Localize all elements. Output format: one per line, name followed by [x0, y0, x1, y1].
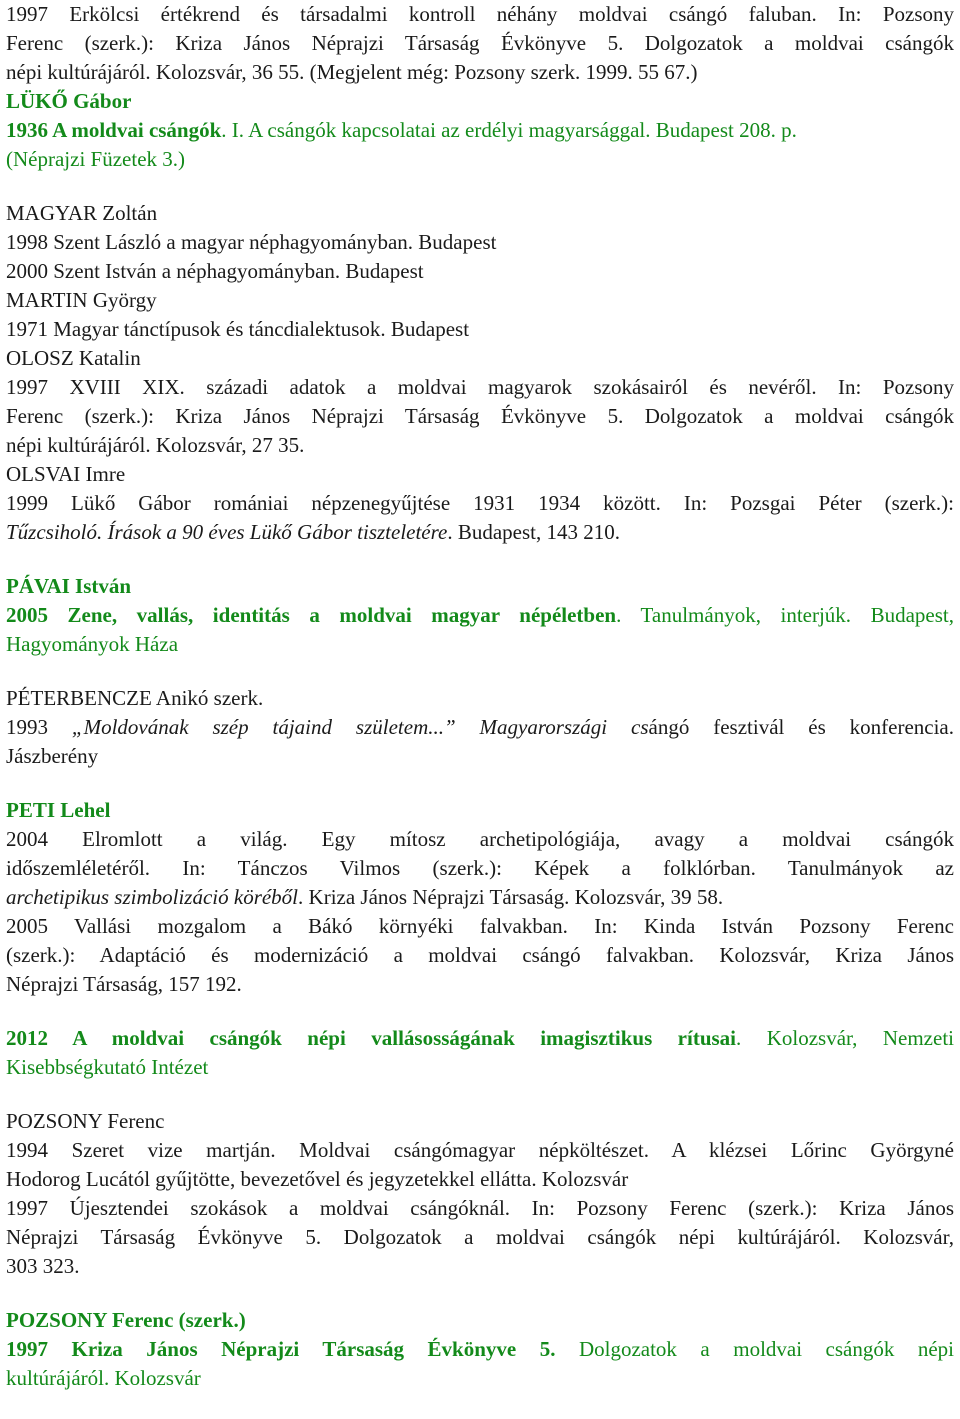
entry-line: 2005 Vallási mozgalom a Bákó környéki falvakban. In: Kinda István Pozsony Ferenc	[6, 914, 954, 938]
entry-title: 1997 Kriza János Néprajzi Társaság Évkönyve 5.	[6, 1337, 556, 1361]
entry-line: 1997 Erkölcsi értékrend és társadalmi kontroll néhány moldvai csángó faluban. In: Pozsony	[6, 2, 954, 26]
entry-line: népi kultúrájáról. Kolozsvár, 27 35.	[6, 433, 305, 457]
author-name: MAGYAR Zoltán	[6, 201, 158, 225]
entry-line: 1997 Újesztendei szokások a moldvai csángóknál. In: Pozsony Ferenc (szerk.): Kriza János	[6, 1196, 954, 1220]
entry-line: (szerk.): Adaptáció és modernizáció a moldvai csángó falvakban. Kolozsvár, Kriza János	[6, 943, 954, 967]
entry-line: (Néprajzi Füzetek 3.)	[6, 147, 186, 171]
entry-line	[6, 1335, 954, 1364]
entry-line: 1971 Magyar tánctípusok és táncdialektusok. Budapest	[6, 317, 470, 341]
author-name: OLSVAI Imre	[6, 462, 126, 486]
entry-title: Tűzcsiholó. Írások a 90 éves Lükő Gábor tiszteletére	[6, 520, 448, 544]
author-name: PÉTERBENCZE Anikó szerk.	[6, 686, 264, 710]
entry-line: Néprajzi Társaság Évkönyve 5. Dolgozatok a moldvai csángók népi kultúrájáról. Kolozsvár,	[6, 1225, 954, 1249]
entry-line: Kisebbségkutató Intézet	[6, 1055, 209, 1079]
entry-line	[6, 1024, 954, 1053]
entry-details: . I. A csángók kapcsolatai az erdélyi magyarsággal. Budapest 208. p.	[221, 118, 797, 142]
entry-line: 1997 XVIII XIX. századi adatok a moldvai magyarok szokásairól és nevéről. In: Pozsony	[6, 375, 954, 399]
entry-details: Dolgozatok a moldvai csángók népi	[555, 1337, 955, 1361]
entry-details: . Tanulmányok, interjúk. Budapest,	[616, 603, 955, 627]
entry-year: 1993	[6, 715, 72, 739]
entry-details: ángó fesztivál és konferencia.	[648, 715, 955, 739]
entry-line: 2000 Szent István a néphagyományban. Budapest	[6, 259, 424, 283]
entry-line: 1998 Szent László a magyar néphagyományban. Budapest	[6, 230, 497, 254]
entry-line: 1994 Szeret vize martján. Moldvai csángómagyar népköltészet. A klézsei Lőrinc Györgyné	[6, 1138, 954, 1162]
entry-line	[6, 116, 954, 145]
author-name: PÁVAI István	[6, 574, 132, 598]
entry-line: Jászberény	[6, 744, 99, 768]
entry-line: Ferenc (szerk.): Kriza János Néprajzi Társaság Évkönyve 5. Dolgozatok a moldvai csángók	[6, 404, 954, 428]
entry-line: Hodorog Lucától gyűjtötte, bevezetővel és jegyzetekkel ellátta. Kolozsvár	[6, 1167, 629, 1191]
entry-title: 2005 Zene, vallás, identitás a moldvai magyar népéletben	[6, 603, 617, 627]
entry-title: 1936 A moldvai csángók	[6, 118, 222, 142]
entry-line	[6, 713, 954, 742]
author-name: PETI Lehel	[6, 798, 111, 822]
entry-line: kultúrájáról. Kolozsvár	[6, 1366, 201, 1390]
entry-line: 2004 Elromlott a világ. Egy mítosz archetipológiája, avagy a moldvai csángók	[6, 827, 954, 851]
author-name: LÜKŐ Gábor	[6, 89, 132, 113]
entry-title: „Moldovának szép tájaind születem...” Magyarországi cs	[71, 715, 649, 739]
author-name: POZSONY Ferenc	[6, 1109, 165, 1133]
entry-title: archetipikus szimbolizáció köréből	[6, 885, 299, 909]
entry-line: 303 323.	[6, 1254, 80, 1278]
entry-line: Ferenc (szerk.): Kriza János Néprajzi Társaság Évkönyve 5. Dolgozatok a moldvai csángók	[6, 31, 954, 55]
entry-details: . Budapest, 143 210.	[447, 520, 620, 544]
author-name: MARTIN György	[6, 288, 157, 312]
entry-line: Hagyományok Háza	[6, 632, 179, 656]
entry-title: 2012 A moldvai csángók népi vallásosságának imagisztikus rítusai	[6, 1026, 737, 1050]
entry-line	[6, 518, 954, 547]
entry-line: időszemléletéről. In: Tánczos Vilmos (szerk.): Képek a folklórban. Tanulmányok az	[6, 856, 954, 880]
author-name: OLOSZ Katalin	[6, 346, 141, 370]
entry-details: . Kriza János Néprajzi Társaság. Kolozsvár, 39 58.	[298, 885, 724, 909]
entry-details: . Kolozsvár, Nemzeti	[736, 1026, 954, 1050]
author-name: POZSONY Ferenc (szerk.)	[6, 1308, 246, 1332]
entry-line: népi kultúrájáról. Kolozsvár, 36 55. (Megjelent még: Pozsony szerk. 1999. 55 67.)	[6, 60, 698, 84]
entry-line: Néprajzi Társaság, 157 192.	[6, 972, 242, 996]
entry-line	[6, 601, 954, 630]
entry-line: 1999 Lükő Gábor romániai népzenegyűjtése 1931 1934 között. In: Pozsgai Péter (szerk.):	[6, 491, 954, 515]
entry-line	[6, 883, 954, 912]
